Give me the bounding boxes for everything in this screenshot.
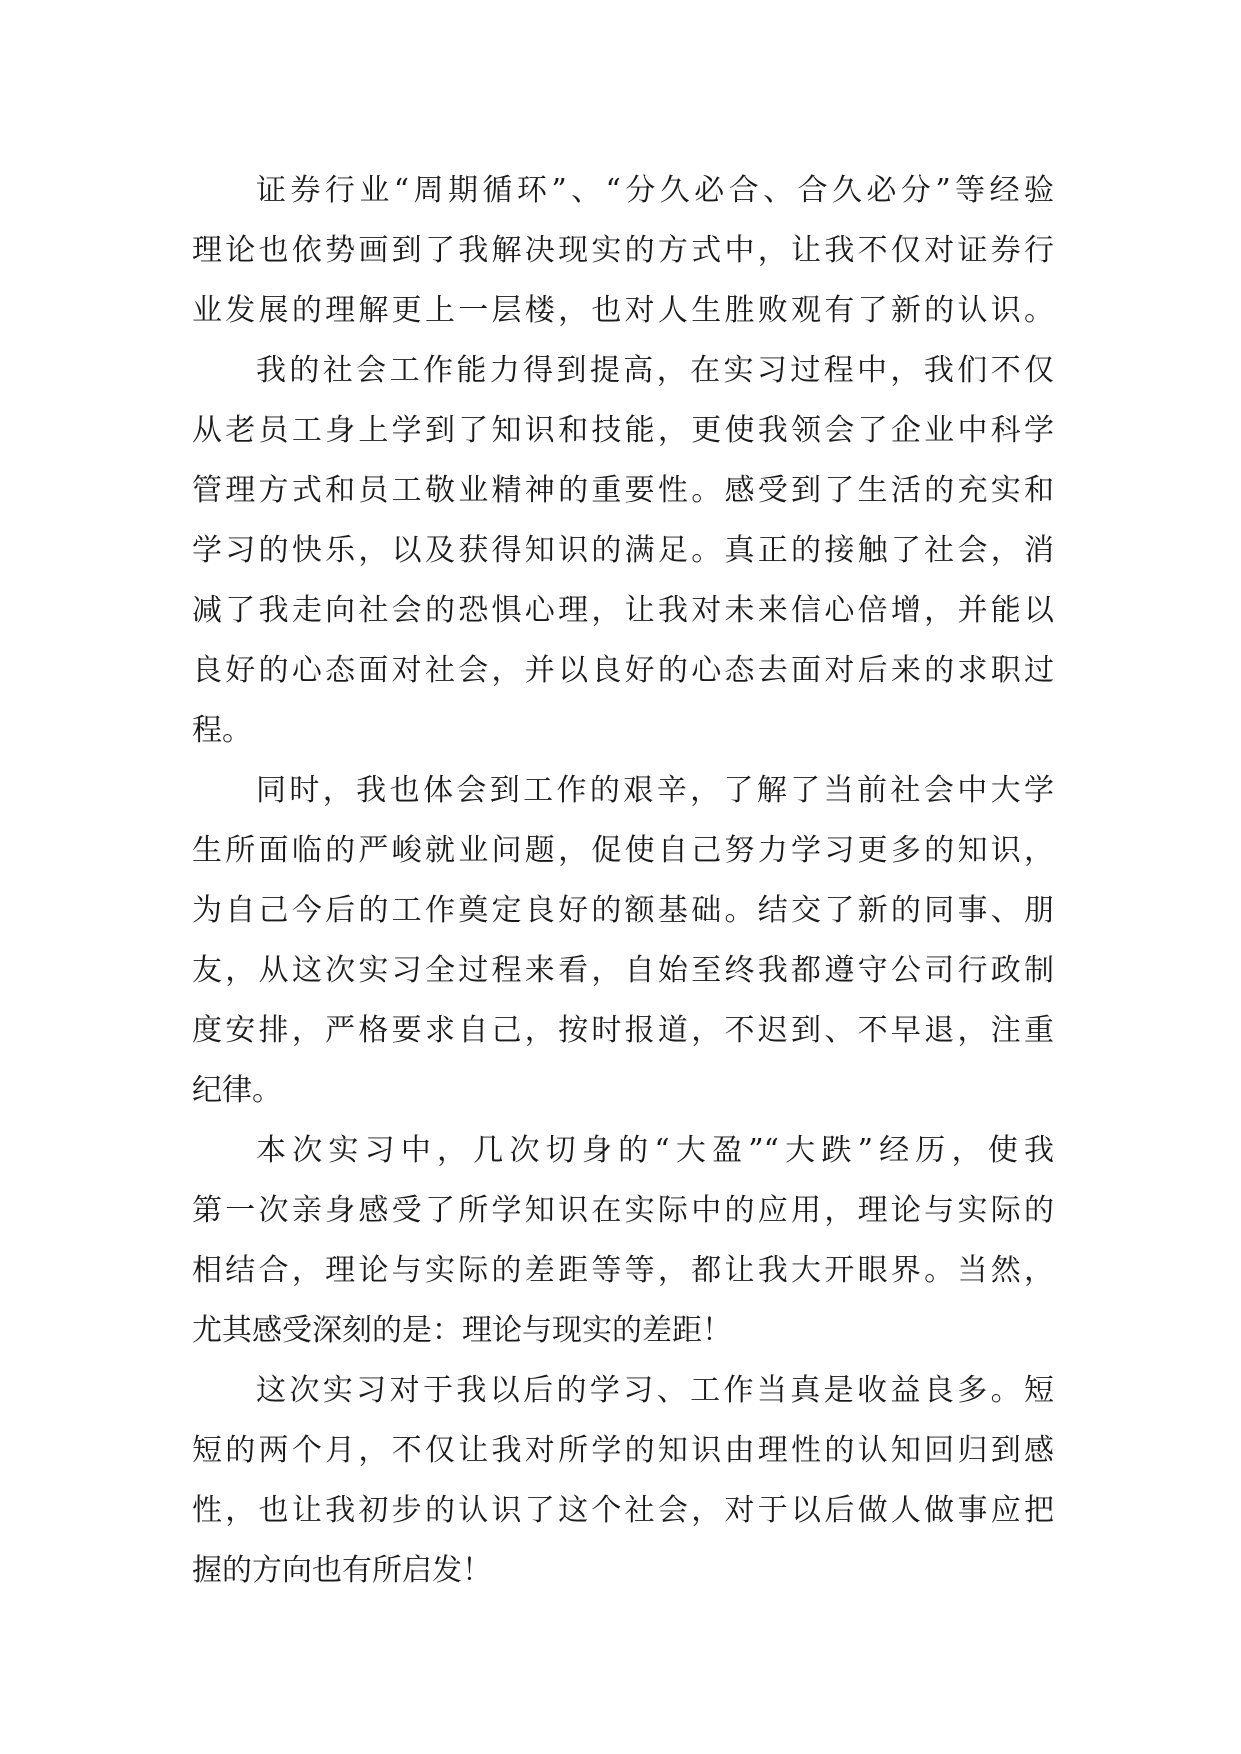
document-body (192, 161, 1054, 1601)
text-line: 第一次亲身感受了所学知识在实际中的应用，理论与实际的 (192, 1193, 1054, 1228)
text-line: 同时，我也体会到工作的艰辛，了解了当前社会中大学 (256, 773, 1054, 808)
text-line: 本次实习中，几次切身的“大盈”“大跌”经历，使我 (256, 1133, 1054, 1168)
paragraph-2 (192, 341, 1054, 761)
paragraph-3 (192, 761, 1054, 1121)
text-line: 良好的心态面对社会，并以良好的心态去面对后来的求职过 (192, 653, 1054, 688)
text-line: 度安排，严格要求自己，按时报道，不迟到、不早退，注重 (192, 1013, 1054, 1048)
paragraph-5 (192, 1361, 1054, 1601)
text-line: 学习的快乐，以及获得知识的满足。真正的接触了社会，消 (192, 533, 1054, 568)
text-line: 握的方向也有所启发！ (192, 1553, 492, 1588)
text-line: 证券行业“周期循环”、“分久必合、合久必分”等经验 (256, 173, 1054, 208)
text-line: 程。 (192, 713, 252, 748)
text-line: 业发展的理解更上一层楼，也对人生胜败观有了新的认识。 (192, 293, 1054, 328)
text-line: 相结合，理论与实际的差距等等，都让我大开眼界。当然， (192, 1253, 1054, 1288)
text-line: 这次实习对于我以后的学习、工作当真是收益良多。短 (256, 1373, 1054, 1408)
text-line: 短的两个月，不仅让我对所学的知识由理性的认知回归到感 (192, 1433, 1054, 1468)
text-line: 理论也依势画到了我解决现实的方式中，让我不仅对证券行 (192, 233, 1054, 268)
text-line: 纪律。 (192, 1073, 282, 1108)
text-line: 从老员工身上学到了知识和技能，更使我领会了企业中科学 (192, 413, 1054, 448)
text-line: 管理方式和员工敬业精神的重要性。感受到了生活的充实和 (192, 473, 1054, 508)
text-line: 友，从这次实习全过程来看，自始至终我都遵守公司行政制 (192, 953, 1054, 988)
text-line: 我的社会工作能力得到提高，在实习过程中，我们不仅 (256, 353, 1054, 388)
text-line: 性，也让我初步的认识了这个社会，对于以后做人做事应把 (192, 1493, 1054, 1528)
text-line: 尤其感受深刻的是：理论与现实的差距！ (192, 1313, 732, 1348)
text-line: 生所面临的严峻就业问题，促使自己努力学习更多的知识， (192, 833, 1054, 868)
text-line: 为自己今后的工作奠定良好的额基础。结交了新的同事、朋 (192, 893, 1054, 928)
paragraph-4 (192, 1121, 1054, 1361)
text-line: 减了我走向社会的恐惧心理，让我对未来信心倍增，并能以 (192, 593, 1054, 628)
paragraph-1 (192, 161, 1054, 341)
